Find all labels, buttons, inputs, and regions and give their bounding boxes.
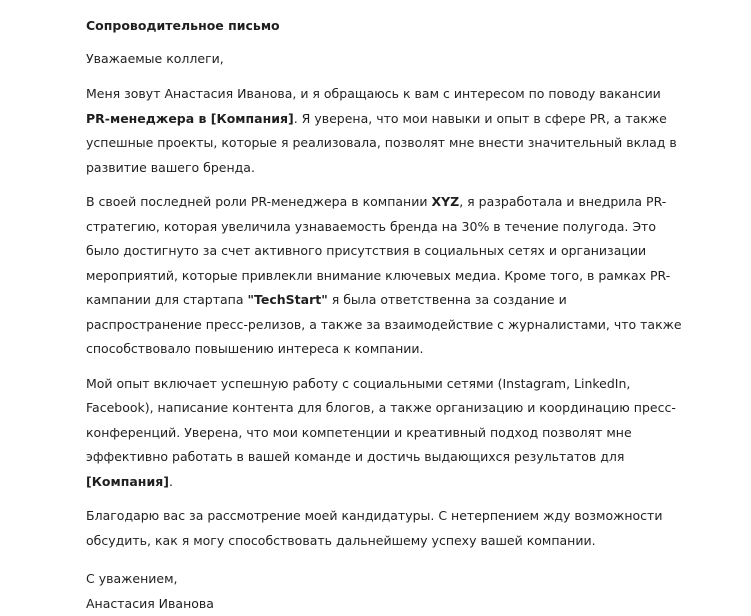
letter-title: Сопроводительное письмо xyxy=(86,14,686,39)
company-placeholder-highlight: [Компания] xyxy=(86,474,169,489)
paragraph-text: я была ответственна за создание и распространение пресс-релизов, а также за взаимодействие с журналистами, что также способствовало повышению интереса к компании. xyxy=(86,292,682,356)
paragraph-text: Мой опыт включает успешную работу с социальными сетями (Instagram, LinkedIn, Facebook), написание контента для блогов, а также организацию и координацию пресс-конференций. Уверена, что мои компетенции и креативный подход позволят мне эффективно работать в вашей команде и достичь выдающихся результатов для xyxy=(86,376,676,465)
paragraph-text: . xyxy=(169,474,173,489)
paragraph-thanks: Благодарю вас за рассмотрение моей кандидатуры. С нетерпением жду возможности обсудить, как я могу способствовать дальнейшему успеху вашей компании. xyxy=(86,504,686,553)
letter-closing: С уважением, xyxy=(86,567,686,592)
paragraph-intro xyxy=(86,82,686,180)
paragraph-text: , я разработала и внедрила PR-стратегию, которая увеличила узнаваемость бренда на 30% в течение полугода. Это было достигнуто за счет активного присутствия в социальных сетях и организации мероприятий, которые привлекли внимание ключевых медиа. Кроме того, в рамках PR-кампании для стартапа xyxy=(86,194,670,307)
letter-signature: Анастасия Иванова xyxy=(86,592,686,616)
paragraph-text: В своей последней роли PR-менеджера в компании xyxy=(86,194,431,209)
paragraph-text: . Я уверена, что мои навыки и опыт в сфере PR, а также успешные проекты, которые я реализовала, позволят мне внести значительный вклад в развитие вашего бренда. xyxy=(86,111,677,175)
paragraph-experience xyxy=(86,190,686,362)
company-highlight: XYZ xyxy=(431,194,459,209)
paragraph-text: Меня зовут Анастасия Иванова, и я обращаюсь к вам с интересом по поводу вакансии xyxy=(86,86,661,101)
paragraph-skills xyxy=(86,372,686,495)
position-highlight: PR-менеджера в [Компания] xyxy=(86,111,294,126)
letter-greeting: Уважаемые коллеги, xyxy=(86,47,686,72)
startup-highlight: "TechStart" xyxy=(248,292,328,307)
